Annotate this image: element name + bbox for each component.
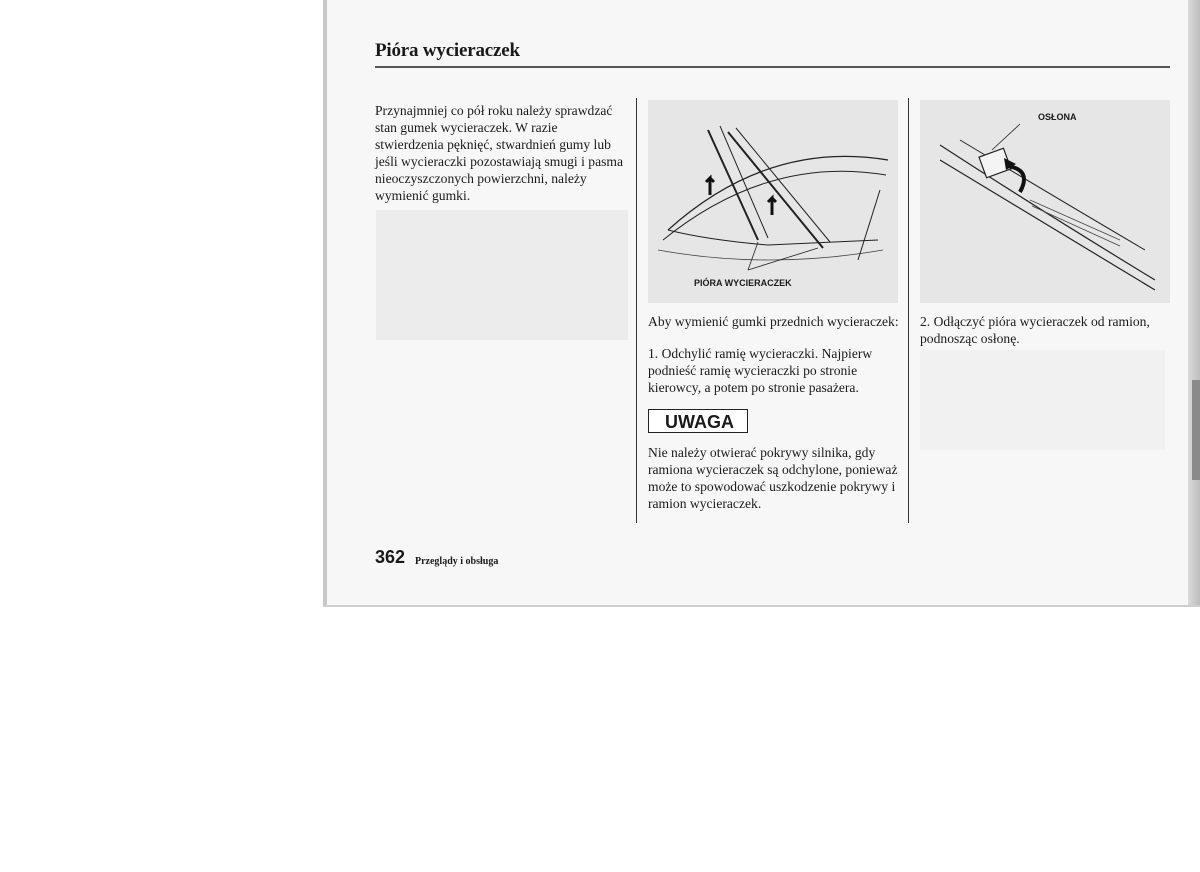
- warning-label: UWAGA: [648, 409, 748, 433]
- edge-tab: [1192, 380, 1200, 480]
- bleed-through-text-area: [920, 350, 1165, 450]
- column-divider: [908, 98, 909, 523]
- step-2: 2. Odłączyć pióra wycieraczek od ramion, podnosząc osłonę.: [920, 314, 1150, 346]
- wiper-arms-figure: [648, 100, 898, 303]
- instructions-lead: Aby wymienić gumki przednich wycieraczek:: [648, 314, 899, 329]
- page-number: 362: [375, 547, 406, 567]
- wiper-arms-illustration: [648, 100, 898, 303]
- bleed-through-photo: [376, 210, 628, 340]
- figure-caption: OSŁONA: [1038, 112, 1077, 122]
- title-divider: [375, 66, 1170, 68]
- column-divider: [636, 98, 637, 523]
- wiper-cover-illustration: [920, 100, 1170, 303]
- page-edge: [1188, 0, 1200, 605]
- figure-caption: PIÓRA WYCIERACZEK: [694, 278, 792, 288]
- section-name: Przeglądy i obsługa: [415, 556, 499, 567]
- page-title: Pióra wycieraczek: [375, 40, 520, 61]
- step-1: 1. Odchylić ramię wycieraczki. Najpierw podnieść ramię wycieraczki po stronie kierowcy, a potem po stronie pasażera.: [648, 346, 873, 395]
- warning-text: Nie należy otwierać pokrywy silnika, gdy ramiona wycieraczek są odchylone, ponieważ może to spowodować uszkodzenie pokrywy i ramion wycieraczek.: [648, 445, 898, 511]
- intro-paragraph: Przynajmniej co pół roku należy sprawdzać stan gumek wycieraczek. W razie stwierdzenia pęknięć, stwardnień gumy lub jeśli wycieraczki pozostawiają smugi i pasma nieoczyszczonych powierzchni, należy wymienić gumki.: [375, 103, 624, 203]
- wiper-cover-figure: [920, 100, 1170, 303]
- page-spine: [323, 0, 327, 605]
